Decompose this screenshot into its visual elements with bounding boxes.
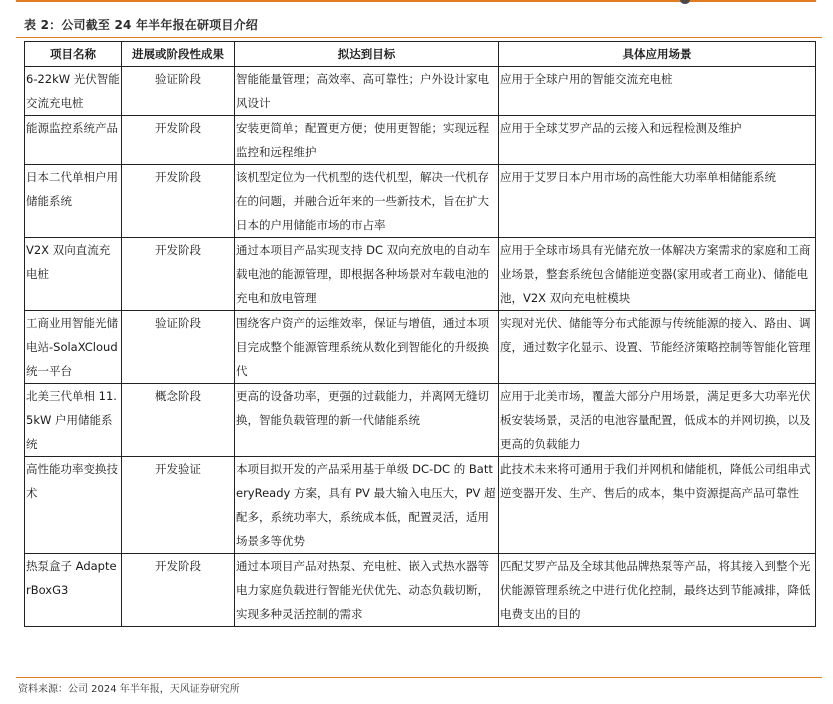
scenario-cell: 实现对光伏、储能等分布式能源与传统能源的接入、路由、调度，通过数字化显示、设置、节能经济策略控制等智能化管理	[499, 311, 816, 384]
footer-divider	[16, 677, 822, 678]
table-row	[25, 554, 816, 627]
table-row	[25, 67, 816, 116]
project-name-cell: 北美三代单相 11.5kW 户用储能系统	[25, 384, 122, 457]
goal-cell: 更高的设备功率，更强的过载能力，并离网无缝切换，智能负载管理的新一代储能系统	[235, 384, 499, 457]
table-row	[25, 116, 816, 165]
scenario-cell: 应用于全球户用的智能交流充电桩	[499, 67, 816, 116]
goal-cell: 智能能量管理；高效率、高可靠性；户外设计家电风设计	[235, 67, 499, 116]
scenario-cell: 应用于全球艾罗产品的云接入和远程检测及维护	[499, 116, 816, 165]
project-name-cell: 日本二代单相户用储能系统	[25, 165, 122, 238]
project-name-cell: 能源监控系统产品	[25, 116, 122, 165]
project-name-cell: V2X 双向直流充电桩	[25, 238, 122, 311]
project-name-cell: 6-22kW 光伏智能交流充电桩	[25, 67, 122, 116]
scenario-cell: 应用于全球市场具有光储充放一体解决方案需求的家庭和工商业场景，整套系统包含储能逆变器(家用或者工商业)、储能电池，V2X 双向充电桩模块	[499, 238, 816, 311]
header-ornament	[680, 0, 690, 4]
scenario-cell: 匹配艾罗产品及全球其他品牌热泵等产品，将其接入到整个光伏能源管理系统之中进行优化控制，最终达到节能减排，降低电费支出的目的	[499, 554, 816, 627]
goal-cell: 围绕客户资产的运维效率，保证与增值，通过本项目完成整个能源管理系统从数化到智能化的升级换代	[235, 311, 499, 384]
table-row	[25, 457, 816, 554]
project-name-cell: 工商业用智能光储电站-SolaXCloud 统一平台	[25, 311, 122, 384]
header-goal: 拟达到目标	[235, 42, 499, 67]
table-row	[25, 311, 816, 384]
source-note: 资料来源：公司 2024 年半年报，天风证券研究所	[18, 684, 240, 695]
goal-cell: 该机型定位为一代机型的迭代机型，解决一代机存在的问题，并融合近年来的一些新技术，旨在扩大日本的户用储能市场的市占率	[235, 165, 499, 238]
stage-cell: 开发阶段	[122, 165, 235, 238]
top-accent-rule	[16, 0, 816, 2]
table-row	[25, 384, 816, 457]
caption-divider	[16, 37, 822, 38]
header-project-name: 项目名称	[25, 42, 122, 67]
scenario-cell: 应用于艾罗日本户用市场的高性能大功率单相储能系统	[499, 165, 816, 238]
stage-cell: 开发阶段	[122, 554, 235, 627]
project-name-cell: 热泵盒子 AdapterBoxG3	[25, 554, 122, 627]
project-name-cell: 高性能功率变换技术	[25, 457, 122, 554]
stage-cell: 验证阶段	[122, 67, 235, 116]
goal-cell: 本项目拟开发的产品采用基于单级 DC-DC 的 BatteryReady 方案，具有 PV 最大输入电压大，PV 超配多，系统功率大，系统成本低，配置灵活，适用场景多等优势	[235, 457, 499, 554]
table-row	[25, 165, 816, 238]
projects-table	[24, 41, 816, 627]
stage-cell: 开发阶段	[122, 238, 235, 311]
scenario-cell: 应用于北美市场，覆盖大部分户用场景，满足更多大功率光伏板安装场景，灵活的电池容量配置，低成本的并网切换，以及更高的负载能力	[499, 384, 816, 457]
goal-cell: 通过本项目产品实现支持 DC 双向充放电的自动车载电池的能源管理，即根据各种场景对车载电池的充电和放电管理	[235, 238, 499, 311]
table-row	[25, 238, 816, 311]
stage-cell: 概念阶段	[122, 384, 235, 457]
header-progress: 进展或阶段性成果	[122, 42, 235, 67]
goal-cell: 安装更简单；配置更方便；使用更智能；实现远程监控和远程维护	[235, 116, 499, 165]
stage-cell: 开发验证	[122, 457, 235, 554]
stage-cell: 开发阶段	[122, 116, 235, 165]
header-scenario: 具体应用场景	[499, 42, 816, 67]
stage-cell: 验证阶段	[122, 311, 235, 384]
table-caption: 表 2：公司截至 24 年半年报在研项目介绍	[24, 18, 258, 32]
scenario-cell: 此技术未来将可通用于我们并网机和储能机，降低公司组串式逆变器开发、生产、售后的成本，集中资源提高产品可靠性	[499, 457, 816, 554]
goal-cell: 通过本项目产品对热泵、充电桩、嵌入式热水器等电力家庭负载进行智能光伏优先、动态负载切断，实现多种灵活控制的需求	[235, 554, 499, 627]
table-header-row	[25, 42, 816, 67]
